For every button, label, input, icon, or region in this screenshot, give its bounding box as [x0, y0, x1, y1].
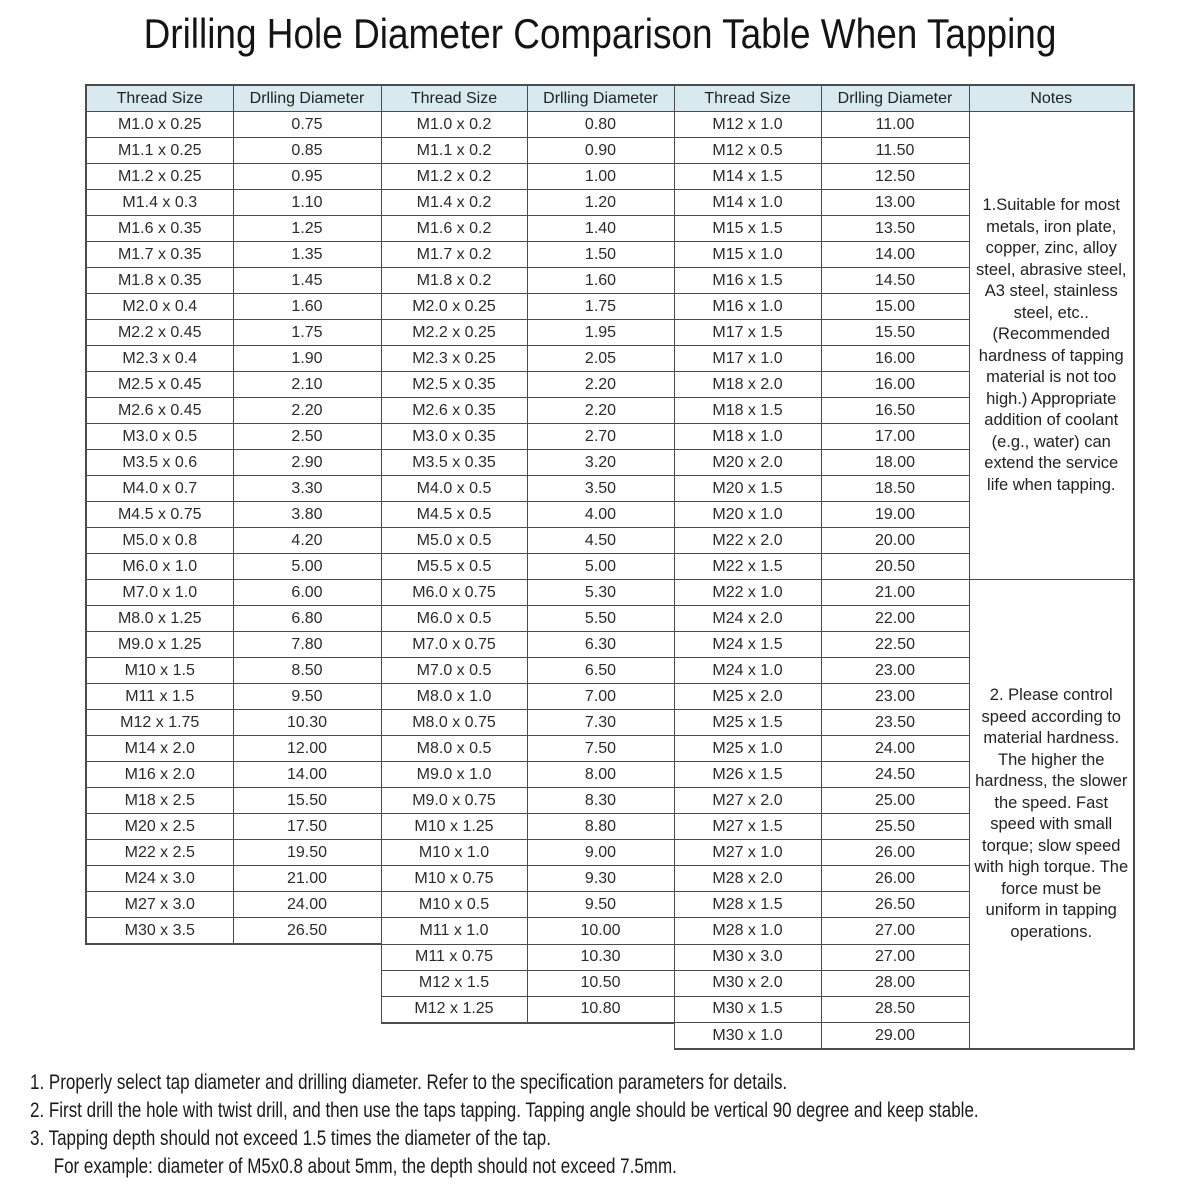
drill-diameter-cell: 10.30	[233, 710, 381, 736]
thread-size-cell: M1.0 x 0.2	[381, 112, 527, 138]
thread-size-cell: M2.0 x 0.4	[86, 294, 233, 320]
drill-diameter-cell: 26.50	[233, 918, 381, 945]
thread-size-cell: M30 x 3.0	[674, 944, 821, 970]
thread-size-cell: M18 x 2.0	[674, 372, 821, 398]
thread-size-cell: M3.5 x 0.6	[86, 450, 233, 476]
thread-size-cell: M2.5 x 0.35	[381, 372, 527, 398]
thread-size-cell: M4.5 x 0.75	[86, 502, 233, 528]
thread-size-cell: M24 x 3.0	[86, 866, 233, 892]
table-header-row	[86, 85, 1134, 112]
drill-diameter-cell: 1.50	[527, 242, 674, 268]
thread-size-cell: M5.0 x 0.8	[86, 528, 233, 554]
drill-diameter-cell: 14.50	[821, 268, 969, 294]
drill-diameter-cell: 2.50	[233, 424, 381, 450]
thread-size-cell: M1.6 x 0.35	[86, 216, 233, 242]
drill-diameter-cell: 6.80	[233, 606, 381, 632]
thread-size-cell: M6.0 x 1.0	[86, 554, 233, 580]
column-header: Notes	[969, 85, 1134, 112]
thread-size-cell: M27 x 1.5	[674, 814, 821, 840]
thread-size-cell: M22 x 2.0	[674, 528, 821, 554]
thread-size-cell: M17 x 1.5	[674, 320, 821, 346]
thread-size-cell: M1.8 x 0.2	[381, 268, 527, 294]
drill-diameter-cell: 1.25	[233, 216, 381, 242]
drill-diameter-cell: 0.75	[233, 112, 381, 138]
thread-size-cell: M11 x 1.0	[381, 918, 527, 945]
drill-diameter-cell: 13.00	[821, 190, 969, 216]
column-header: Thread Size	[86, 85, 233, 112]
page-title: Drilling Hole Diameter Comparison Table When Tapping	[143, 10, 1057, 57]
drill-diameter-cell: 11.00	[821, 112, 969, 138]
column-header: Thread Size	[674, 85, 821, 112]
blank-cell	[86, 970, 381, 996]
thread-size-cell: M6.0 x 0.75	[381, 580, 527, 606]
drill-diameter-cell: 20.50	[821, 554, 969, 580]
thread-size-cell: M30 x 2.0	[674, 970, 821, 996]
thread-size-cell: M24 x 1.0	[674, 658, 821, 684]
thread-size-cell: M15 x 1.0	[674, 242, 821, 268]
thread-size-cell: M24 x 2.0	[674, 606, 821, 632]
thread-size-cell: M14 x 2.0	[86, 736, 233, 762]
thread-size-cell: M11 x 1.5	[86, 684, 233, 710]
drill-diameter-cell: 1.00	[527, 164, 674, 190]
thread-size-cell: M18 x 1.5	[674, 398, 821, 424]
thread-size-cell: M8.0 x 0.75	[381, 710, 527, 736]
drill-diameter-cell: 1.40	[527, 216, 674, 242]
drill-diameter-cell: 10.00	[527, 918, 674, 945]
drill-diameter-cell: 24.50	[821, 762, 969, 788]
drill-diameter-cell: 7.50	[527, 736, 674, 762]
thread-size-cell: M8.0 x 1.0	[381, 684, 527, 710]
thread-size-cell: M27 x 2.0	[674, 788, 821, 814]
drill-diameter-cell: 6.50	[527, 658, 674, 684]
drill-diameter-cell: 2.20	[527, 372, 674, 398]
drill-diameter-cell: 1.60	[233, 294, 381, 320]
drill-diameter-cell: 2.20	[527, 398, 674, 424]
drill-diameter-cell: 4.00	[527, 502, 674, 528]
thread-size-cell: M20 x 2.0	[674, 450, 821, 476]
thread-size-cell: M1.8 x 0.35	[86, 268, 233, 294]
column-header: Thread Size	[381, 85, 527, 112]
drill-diameter-cell: 17.00	[821, 424, 969, 450]
drill-diameter-cell: 15.00	[821, 294, 969, 320]
thread-size-cell: M25 x 2.0	[674, 684, 821, 710]
drill-diameter-cell: 18.50	[821, 476, 969, 502]
drill-diameter-cell: 27.00	[821, 944, 969, 970]
drill-diameter-cell: 14.00	[233, 762, 381, 788]
drill-diameter-cell: 12.00	[233, 736, 381, 762]
thread-size-cell: M1.4 x 0.2	[381, 190, 527, 216]
drill-diameter-cell: 14.00	[821, 242, 969, 268]
thread-size-cell: M28 x 1.5	[674, 892, 821, 918]
drill-diameter-cell: 3.50	[527, 476, 674, 502]
drill-diameter-cell: 7.30	[527, 710, 674, 736]
drill-diameter-cell: 1.75	[233, 320, 381, 346]
thread-size-cell: M5.5 x 0.5	[381, 554, 527, 580]
drill-diameter-cell: 0.90	[527, 138, 674, 164]
thread-size-cell: M1.7 x 0.35	[86, 242, 233, 268]
drill-diameter-cell: 8.50	[233, 658, 381, 684]
drill-diameter-cell: 5.00	[527, 554, 674, 580]
thread-size-cell: M2.3 x 0.4	[86, 346, 233, 372]
thread-size-cell: M3.0 x 0.35	[381, 424, 527, 450]
thread-size-cell: M2.6 x 0.35	[381, 398, 527, 424]
thread-size-cell: M15 x 1.5	[674, 216, 821, 242]
drill-diameter-cell: 1.45	[233, 268, 381, 294]
drill-diameter-cell: 26.50	[821, 892, 969, 918]
thread-size-cell: M30 x 1.0	[674, 1023, 821, 1050]
drill-diameter-cell: 6.30	[527, 632, 674, 658]
thread-size-cell: M2.2 x 0.45	[86, 320, 233, 346]
thread-size-cell: M17 x 1.0	[674, 346, 821, 372]
drill-diameter-cell: 9.50	[527, 892, 674, 918]
thread-size-cell: M6.0 x 0.5	[381, 606, 527, 632]
drill-diameter-cell: 0.85	[233, 138, 381, 164]
thread-size-cell: M2.6 x 0.45	[86, 398, 233, 424]
thread-size-cell: M1.0 x 0.25	[86, 112, 233, 138]
thread-size-cell: M18 x 2.5	[86, 788, 233, 814]
drill-diameter-cell: 1.35	[233, 242, 381, 268]
column-header: Drlling Diameter	[821, 85, 969, 112]
drill-diameter-cell: 0.80	[527, 112, 674, 138]
drill-diameter-cell: 7.00	[527, 684, 674, 710]
thread-size-cell: M10 x 1.0	[381, 840, 527, 866]
drill-diameter-cell: 22.50	[821, 632, 969, 658]
drill-diameter-cell: 25.00	[821, 788, 969, 814]
footer-notes	[30, 1068, 1195, 1180]
thread-size-cell: M4.0 x 0.7	[86, 476, 233, 502]
drill-diameter-cell: 21.00	[233, 866, 381, 892]
drill-diameter-cell: 10.80	[527, 996, 674, 1023]
notes-cell: 2. Please control speed according to material hardness. The higher the hardness, the slower the speed. Fast speed with small torque; slow speed with high torque. The force must be uniform in tapping operations.	[969, 580, 1134, 1050]
drill-diameter-cell: 2.10	[233, 372, 381, 398]
drill-diameter-cell: 19.50	[233, 840, 381, 866]
thread-size-cell: M3.5 x 0.35	[381, 450, 527, 476]
drill-diameter-cell: 18.00	[821, 450, 969, 476]
thread-size-cell: M5.0 x 0.5	[381, 528, 527, 554]
drill-diameter-cell: 25.50	[821, 814, 969, 840]
thread-size-cell: M28 x 2.0	[674, 866, 821, 892]
thread-size-cell: M1.2 x 0.25	[86, 164, 233, 190]
thread-size-cell: M22 x 1.5	[674, 554, 821, 580]
thread-size-cell: M8.0 x 1.25	[86, 606, 233, 632]
drill-diameter-cell: 3.30	[233, 476, 381, 502]
thread-size-cell: M1.1 x 0.25	[86, 138, 233, 164]
drill-diameter-cell: 2.70	[527, 424, 674, 450]
drill-diameter-cell: 16.50	[821, 398, 969, 424]
thread-size-cell: M10 x 0.75	[381, 866, 527, 892]
drill-diameter-cell: 0.95	[233, 164, 381, 190]
thread-size-cell: M7.0 x 0.75	[381, 632, 527, 658]
thread-size-cell: M16 x 1.5	[674, 268, 821, 294]
drill-diameter-cell: 12.50	[821, 164, 969, 190]
thread-size-cell: M12 x 1.5	[381, 970, 527, 996]
thread-size-cell: M12 x 0.5	[674, 138, 821, 164]
thread-size-cell: M1.1 x 0.2	[381, 138, 527, 164]
thread-size-cell: M2.2 x 0.25	[381, 320, 527, 346]
thread-size-cell: M3.0 x 0.5	[86, 424, 233, 450]
thread-size-cell: M7.0 x 0.5	[381, 658, 527, 684]
thread-size-cell: M7.0 x 1.0	[86, 580, 233, 606]
column-header: Drlling Diameter	[233, 85, 381, 112]
drill-diameter-cell: 1.10	[233, 190, 381, 216]
footer-note-line: 3. Tapping depth should not exceed 1.5 times the diameter of the tap.	[30, 1126, 551, 1150]
drill-diameter-cell: 23.00	[821, 658, 969, 684]
drill-diameter-cell: 16.00	[821, 346, 969, 372]
thread-size-cell: M27 x 3.0	[86, 892, 233, 918]
thread-size-cell: M4.0 x 0.5	[381, 476, 527, 502]
blank-cell	[86, 1023, 674, 1050]
thread-size-cell: M2.0 x 0.25	[381, 294, 527, 320]
drill-diameter-cell: 10.30	[527, 944, 674, 970]
thread-size-cell: M12 x 1.25	[381, 996, 527, 1023]
thread-size-cell: M27 x 1.0	[674, 840, 821, 866]
drill-diameter-cell: 2.90	[233, 450, 381, 476]
drill-diameter-cell: 9.50	[233, 684, 381, 710]
thread-size-cell: M10 x 0.5	[381, 892, 527, 918]
drill-diameter-cell: 23.00	[821, 684, 969, 710]
thread-size-cell: M1.6 x 0.2	[381, 216, 527, 242]
drill-diameter-cell: 8.30	[527, 788, 674, 814]
drill-diameter-cell: 17.50	[233, 814, 381, 840]
thread-size-cell: M9.0 x 0.75	[381, 788, 527, 814]
drill-diameter-cell: 16.00	[821, 372, 969, 398]
drill-diameter-cell: 13.50	[821, 216, 969, 242]
thread-size-cell: M14 x 1.5	[674, 164, 821, 190]
thread-size-cell: M30 x 3.5	[86, 918, 233, 945]
blank-cell	[86, 996, 381, 1023]
drill-diameter-cell: 23.50	[821, 710, 969, 736]
drill-diameter-cell: 1.20	[527, 190, 674, 216]
thread-size-cell: M8.0 x 0.5	[381, 736, 527, 762]
drill-diameter-cell: 27.00	[821, 918, 969, 945]
table-body	[86, 112, 1134, 1050]
drill-diameter-cell: 22.00	[821, 606, 969, 632]
drill-diameter-cell: 1.75	[527, 294, 674, 320]
thread-size-cell: M11 x 0.75	[381, 944, 527, 970]
thread-size-cell: M2.3 x 0.25	[381, 346, 527, 372]
drill-diameter-cell: 8.00	[527, 762, 674, 788]
thread-size-cell: M1.2 x 0.2	[381, 164, 527, 190]
footer-note-line: 1. Properly select tap diameter and drilling diameter. Refer to the specification parameters for details.	[30, 1070, 788, 1094]
thread-size-cell: M2.5 x 0.45	[86, 372, 233, 398]
thread-size-cell: M20 x 1.0	[674, 502, 821, 528]
drill-diameter-cell: 4.20	[233, 528, 381, 554]
thread-size-cell: M20 x 2.5	[86, 814, 233, 840]
drill-diameter-cell: 7.80	[233, 632, 381, 658]
thread-size-cell: M4.5 x 0.5	[381, 502, 527, 528]
drill-diameter-cell: 11.50	[821, 138, 969, 164]
drill-diameter-cell: 5.50	[527, 606, 674, 632]
thread-size-cell: M12 x 1.0	[674, 112, 821, 138]
thread-size-cell: M26 x 1.5	[674, 762, 821, 788]
thread-size-cell: M10 x 1.5	[86, 658, 233, 684]
thread-size-cell: M20 x 1.5	[674, 476, 821, 502]
drill-diameter-cell: 2.20	[233, 398, 381, 424]
thread-size-cell: M16 x 1.0	[674, 294, 821, 320]
thread-size-cell: M1.4 x 0.3	[86, 190, 233, 216]
drill-diameter-cell: 28.00	[821, 970, 969, 996]
drill-diameter-cell: 29.00	[821, 1023, 969, 1050]
table-container	[85, 84, 1135, 1050]
comparison-table	[85, 84, 1135, 1050]
footer-note-line: 2. First drill the hole with twist drill, and then use the taps tapping. Tapping angle should be vertical 90 degree and keep stable.	[30, 1098, 979, 1122]
drill-diameter-cell: 20.00	[821, 528, 969, 554]
drill-diameter-cell: 1.60	[527, 268, 674, 294]
table-row	[86, 112, 1134, 138]
drill-diameter-cell: 15.50	[233, 788, 381, 814]
thread-size-cell: M9.0 x 1.0	[381, 762, 527, 788]
drill-diameter-cell: 1.90	[233, 346, 381, 372]
drill-diameter-cell: 9.30	[527, 866, 674, 892]
drill-diameter-cell: 21.00	[821, 580, 969, 606]
thread-size-cell: M14 x 1.0	[674, 190, 821, 216]
thread-size-cell: M18 x 1.0	[674, 424, 821, 450]
drill-diameter-cell: 15.50	[821, 320, 969, 346]
drill-diameter-cell: 2.05	[527, 346, 674, 372]
table-row	[86, 580, 1134, 606]
drill-diameter-cell: 10.50	[527, 970, 674, 996]
thread-size-cell: M22 x 2.5	[86, 840, 233, 866]
thread-size-cell: M30 x 1.5	[674, 996, 821, 1023]
drill-diameter-cell: 24.00	[821, 736, 969, 762]
thread-size-cell: M24 x 1.5	[674, 632, 821, 658]
drill-diameter-cell: 3.80	[233, 502, 381, 528]
drill-diameter-cell: 3.20	[527, 450, 674, 476]
drill-diameter-cell: 5.00	[233, 554, 381, 580]
drill-diameter-cell: 26.00	[821, 866, 969, 892]
thread-size-cell: M16 x 2.0	[86, 762, 233, 788]
drill-diameter-cell: 24.00	[233, 892, 381, 918]
drill-diameter-cell: 5.30	[527, 580, 674, 606]
footer-note-line: For example: diameter of M5x0.8 about 5mm, the depth should not exceed 7.5mm.	[53, 1154, 677, 1178]
thread-size-cell: M9.0 x 1.25	[86, 632, 233, 658]
notes-cell: 1.Suitable for most metals, iron plate, copper, zinc, alloy steel, abrasive steel, A3 steel, stainless steel, etc..(Recommended hardness of tapping material is not too high.) Appropriate addition of coolant (e.g., water) can extend the service life when tapping.	[969, 112, 1134, 580]
thread-size-cell: M10 x 1.25	[381, 814, 527, 840]
drill-diameter-cell: 8.80	[527, 814, 674, 840]
drill-diameter-cell: 1.95	[527, 320, 674, 346]
thread-size-cell: M12 x 1.75	[86, 710, 233, 736]
drill-diameter-cell: 9.00	[527, 840, 674, 866]
thread-size-cell: M25 x 1.0	[674, 736, 821, 762]
drill-diameter-cell: 4.50	[527, 528, 674, 554]
drill-diameter-cell: 28.50	[821, 996, 969, 1023]
drill-diameter-cell: 26.00	[821, 840, 969, 866]
blank-cell	[86, 944, 381, 970]
thread-size-cell: M1.7 x 0.2	[381, 242, 527, 268]
drill-diameter-cell: 19.00	[821, 502, 969, 528]
thread-size-cell: M22 x 1.0	[674, 580, 821, 606]
thread-size-cell: M28 x 1.0	[674, 918, 821, 945]
drill-diameter-cell: 6.00	[233, 580, 381, 606]
column-header: Drlling Diameter	[527, 85, 674, 112]
thread-size-cell: M25 x 1.5	[674, 710, 821, 736]
